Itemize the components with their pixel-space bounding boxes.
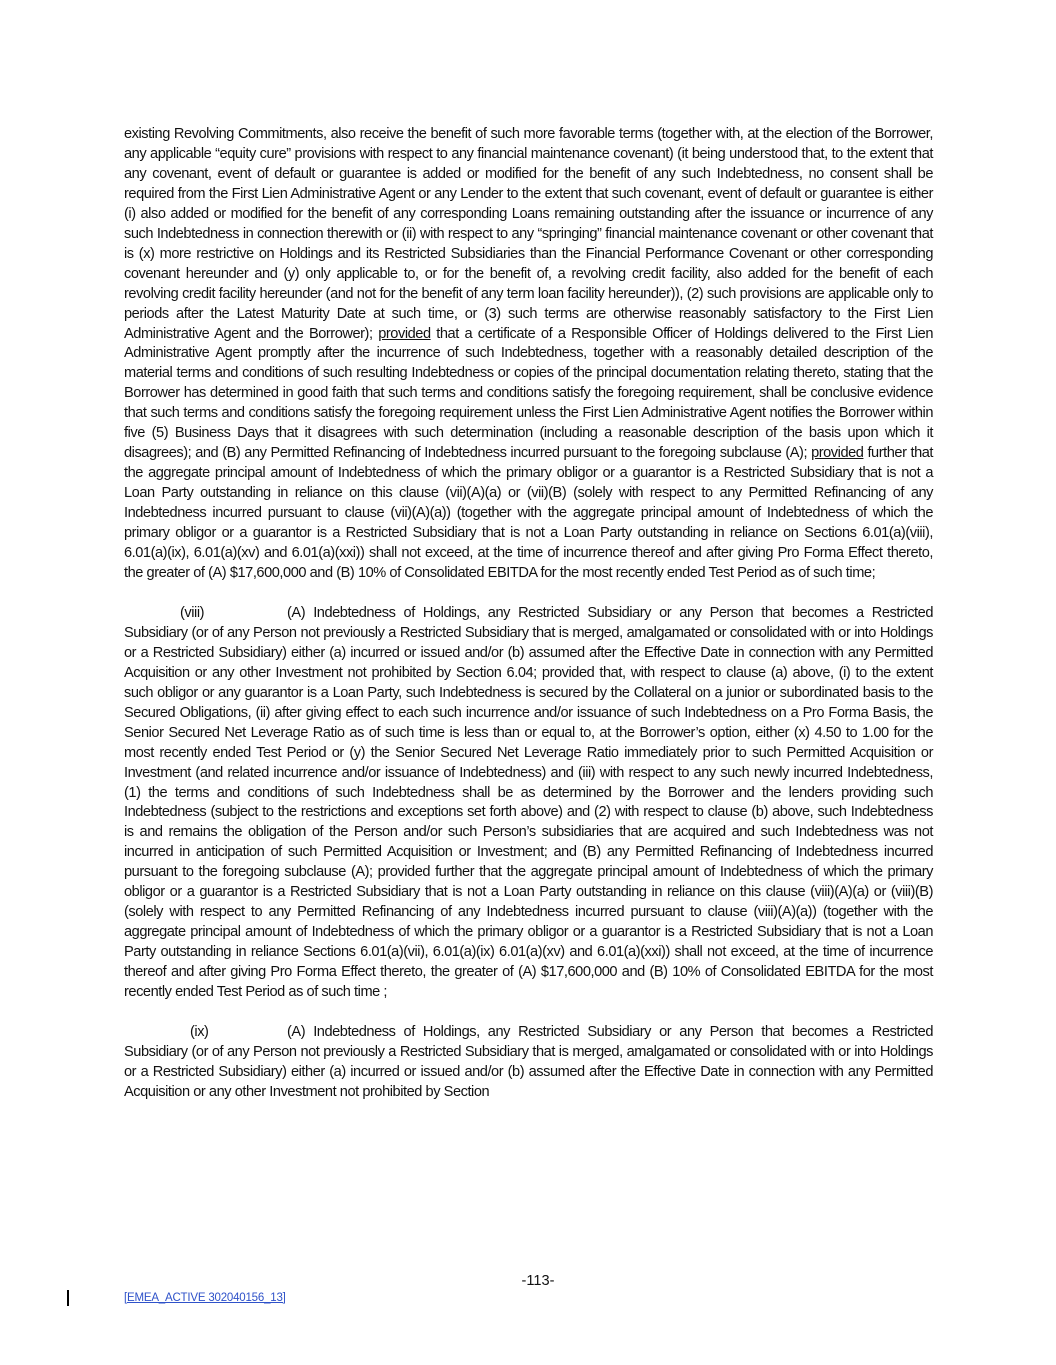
clause-ix: [124, 1023, 933, 1103]
clause-number: (ix): [190, 1023, 209, 1040]
revision-bar: [67, 1290, 69, 1306]
paragraph-text: existing Revolving Commitments, also receive the benefit of such more favorable terms (together with, at the election of the Borrower, any applicable “equity cure” provisions with respect to any financial maintenance covenant) (it being understood that, to the extent that any covenant, event of default or guarantee is added or modified for the benefit of any such Indebtedness, no consent shall be required from the First Lien Administrative Agent or any Lender to the extent that such covenant, event of default or guarantee is either (i) also added or modified for the benefit of any corresponding Loans remaining outstanding after the issuance or incurrence of any such Indebtedness in connection therewith or (ii) with respect to any “springing” financial maintenance covenant or other covenant that is (x) more restrictive on Holdings and its Restricted Subsidiaries than the Financial Performance Covenant or other corresponding covenant hereunder and (y) only applicable to, or for the benefit of, a revolving credit facility, also added for the benefit of each revolving credit facility hereunder (and not for the benefit of any term loan facility hereunder)), (2) such provisions are applicable only to periods after the Latest Maturity Date at such time, or (3) such terms are otherwise reasonably satisfactory to the First Lien Administrative Agent and the Borrower);: [124, 126, 933, 342]
clause-text: (A) Indebtedness of Holdings, any Restricted Subsidiary or any Person that becomes a Restricted Subsidiary (or of any Person not previously a Restricted Subsidiary that is merged, amalgamated or consolidated with or into Holdings or a Restricted Subsidiary) either (a) incurred or issued and/or (b) assumed after the Effective Date in connection with any Permitted Acquisition or any other Investment not prohibited by Section: [124, 1023, 933, 1100]
document-id-link[interactable]: [EMEA_ACTIVE 302040156_13]: [124, 1292, 286, 1304]
clause-viii: [124, 604, 933, 1003]
provided-term: provided: [811, 445, 864, 462]
paragraph-text: further that the aggregate principal amount of Indebtedness of which the primary obligor or a guarantor is a Restricted Subsidiary that is not a Loan Party outstanding in reliance on this clause (vii)(A)(a) or (vii)(B) (solely with respect to any Permitted Refinancing of any Indebtedness incurred pursuant to clause (vii)(A)(a)) (together with the aggregate principal amount of Indebtedness of which the primary obligor or a guarantor is a Restricted Subsidiary that is not a Loan Party outstanding in reliance on Sections 6.01(a)(viii), 6.01(a)(ix), 6.01(a)(xv) and 6.01(a)(xxi)) shall not exceed, at the time of incurrence thereof and after giving Pro Forma Effect thereto, the greater of (A) $17,600,000 and (B) 10% of Consolidated EBITDA for the most recently ended Test Period as of such time;: [124, 445, 934, 581]
document-body: [124, 125, 933, 1103]
clause-number: (viii): [180, 604, 205, 621]
provided-term: provided: [378, 325, 431, 342]
page-number: -113-: [521, 1273, 555, 1289]
clause-text: (A) Indebtedness of Holdings, any Restricted Subsidiary or any Person that becomes a Restricted Subsidiary (or of any Person not previously a Restricted Subsidiary that is merged, amalgamated or consolidated with or into Holdings or a Restricted Subsidiary) either (a) incurred or issued and/or (b) assumed after the Effective Date in connection with any Permitted Acquisition or any other Investment not prohibited by Section 6.04; provided that, with respect to clause (a) above, (i) to the extent such obligor or any guarantor is a Loan Party, such Indebtedness is secured by the Collateral on a junior or subordinated basis to the Secured Obligations, (ii) after giving effect to each such incurrence and/or issuance of such Indebtedness on a Pro Forma Basis, the Senior Secured Net Leverage Ratio as of such time is less than or equal to, at the Borrower’s option, either (x) 4.50 to 1.00 for the most recently ended Test Period or (y) the Senior Secured Net Leverage Ratio immediately prior to such Permitted Acquisition or Investment (and related incurrence and/or issuance of Indebtedness) and (iii) with respect to any such newly incurred Indebtedness, (1) the terms and conditions of such Indebtedness shall be as determined by the Borrower and the lenders providing such Indebtedness (subject to the restrictions and exceptions set forth above) and (2) with respect to clause (b) above, such Indebtedness is and remains the obligation of the Person and/or such Person’s subsidiaries that are acquired and such Indebtedness was not incurred in anticipation of such Permitted Acquisition or Investment; and (B) any Permitted Refinancing of Indebtedness incurred pursuant to the foregoing subclause (A); provided further that the aggregate principal amount of Indebtedness of which the primary obligor or a guarantor is a Restricted Subsidiary that is not a Loan Party outstanding in reliance on this clause (viii)(A)(a) or (viii)(B) (solely with respect to any Permitted Refinancing of any Indebtedness incurred pursuant to clause (viii)(A)(a)) (together with the aggregate principal amount of Indebtedness of which the primary obligor or a guarantor is a Restricted Subsidiary that is not a Loan Party outstanding in reliance Sections 6.01(a)(vii), 6.01(a)(ix) 6.01(a)(xv) and 6.01(a)(xxi)) shall not exceed, at the time of incurrence thereof and after giving Pro Forma Effect thereto, the greater of (A) $17,600,000 and (B) 10% of Consolidated EBITDA for the most recently ended Test Period as of such time ;: [124, 604, 933, 1001]
paragraph-text: that a certificate of a Responsible Officer of Holdings delivered to the First Lien Administrative Agent promptly after the incurrence of such Indebtedness, together with a reasonably detailed description of the material terms and conditions of such resulting Indebtedness or copies of the principal documentation relating thereto, stating that the Borrower has determined in good faith that such terms and conditions satisfy the foregoing requirement, shall be conclusive evidence that such terms and conditions satisfy the foregoing requirement unless the First Lien Administrative Agent notifies the Borrower within five (5) Business Days that it disagrees with such determination (including a reasonable description of the basis upon which it disagrees); and (B) any Permitted Refinancing of Indebtedness incurred pursuant to the foregoing subclause (A);: [124, 325, 934, 462]
paragraph-continuation: [124, 125, 933, 584]
